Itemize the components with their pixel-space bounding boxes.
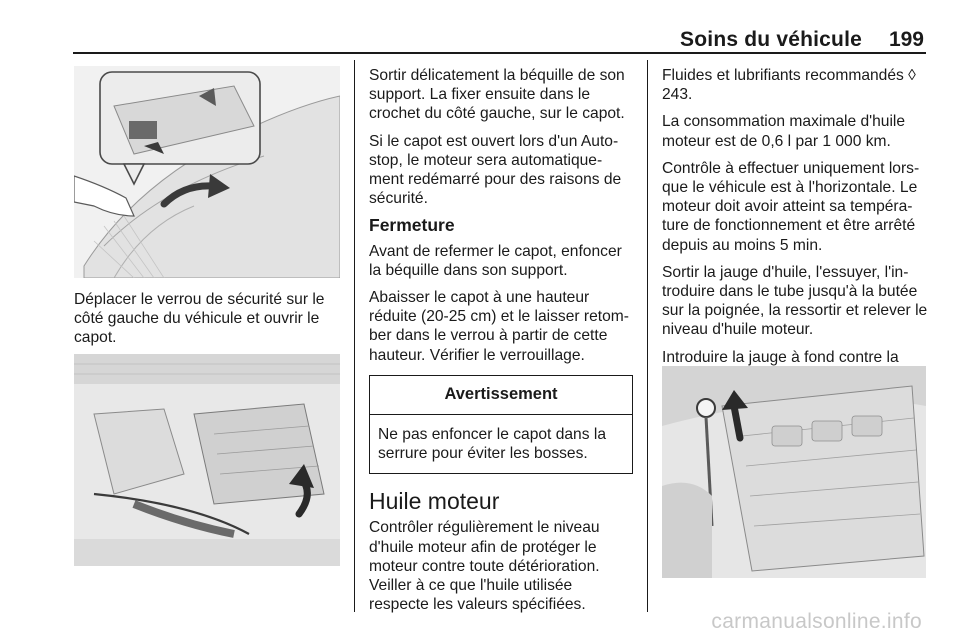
paragraph-oil-consumption: La consommation maximale d'huile moteur est de 0,6 l par 1 000 km. (662, 113, 906, 150)
illustration-engine-bay (74, 354, 340, 566)
illustration-hood-release (74, 66, 340, 278)
column-divider-left (354, 60, 355, 612)
section-heading-engine-oil: Huile moteur (369, 488, 500, 515)
column-divider-right (647, 60, 648, 612)
page-header-title: Soins du véhicule (680, 28, 862, 51)
subheading-closing: Fermeture (369, 215, 455, 236)
warning-box (369, 375, 633, 475)
caption-hood-release: Déplacer le verrou de sécurité sur le côté gauche du véhicule et ouvrir le capot. (74, 291, 325, 347)
warning-text: Ne pas enfoncer le capot dans la serrure pour éviter les bosses. (378, 426, 606, 463)
paragraph-check-conditions: Contrôle à effectuer uniquement lors-que le véhicule est à l'horizontale. Le moteur doit avoir atteint sa tempéra-ture de fonctionnement et être arrêté depuis au moins 5 min. (662, 159, 920, 254)
paragraph-dipstick-procedure: Sortir la jauge d'huile, l'essuyer, l'in-troduire dans le tube jusqu'à la butée sur la poignée, la ressortir et relever le niveau d'huile moteur. (662, 263, 928, 339)
warning-title: Avertissement (370, 376, 632, 415)
page-number: 199 (888, 28, 924, 51)
header-rule (73, 52, 926, 54)
paragraph-insert-dipstick: Introduire la jauge à fond contre la (662, 348, 899, 366)
paragraph-autostop: Si le capot est ouvert lors d'un Auto-stop, le moteur sera automatique-ment redémarré pour des raisons de sécurité. (369, 132, 622, 208)
paragraph-close-prep: Avant de refermer le capot, enfoncer la béquille dans son support. (369, 242, 622, 279)
paragraph-close-drop: Abaisser le capot à une hauteur réduite (20-25 cm) et le laisser retom-ber dans le verrou à partir de cette hauteur. Vérifier le verrouillage. (369, 289, 629, 364)
illustration-oil-dipstick (662, 366, 926, 578)
paragraph-prop-rod: Sortir délicatement la béquille de son support. La fixer ensuite dans le crochet du côté gauche, sur le capot. (369, 67, 625, 123)
paragraph-fluids-reference: Fluides et lubrifiants recommandés ◊ 243. (662, 67, 916, 104)
watermark: carmanualsonline.info (711, 610, 922, 633)
paragraph-oil-check: Contrôler régulièrement le niveau d'huile moteur afin de protéger le moteur contre toute détérioration. Veiller à ce que l'huile utilisée respecte les valeurs spécifiées. (369, 519, 600, 614)
